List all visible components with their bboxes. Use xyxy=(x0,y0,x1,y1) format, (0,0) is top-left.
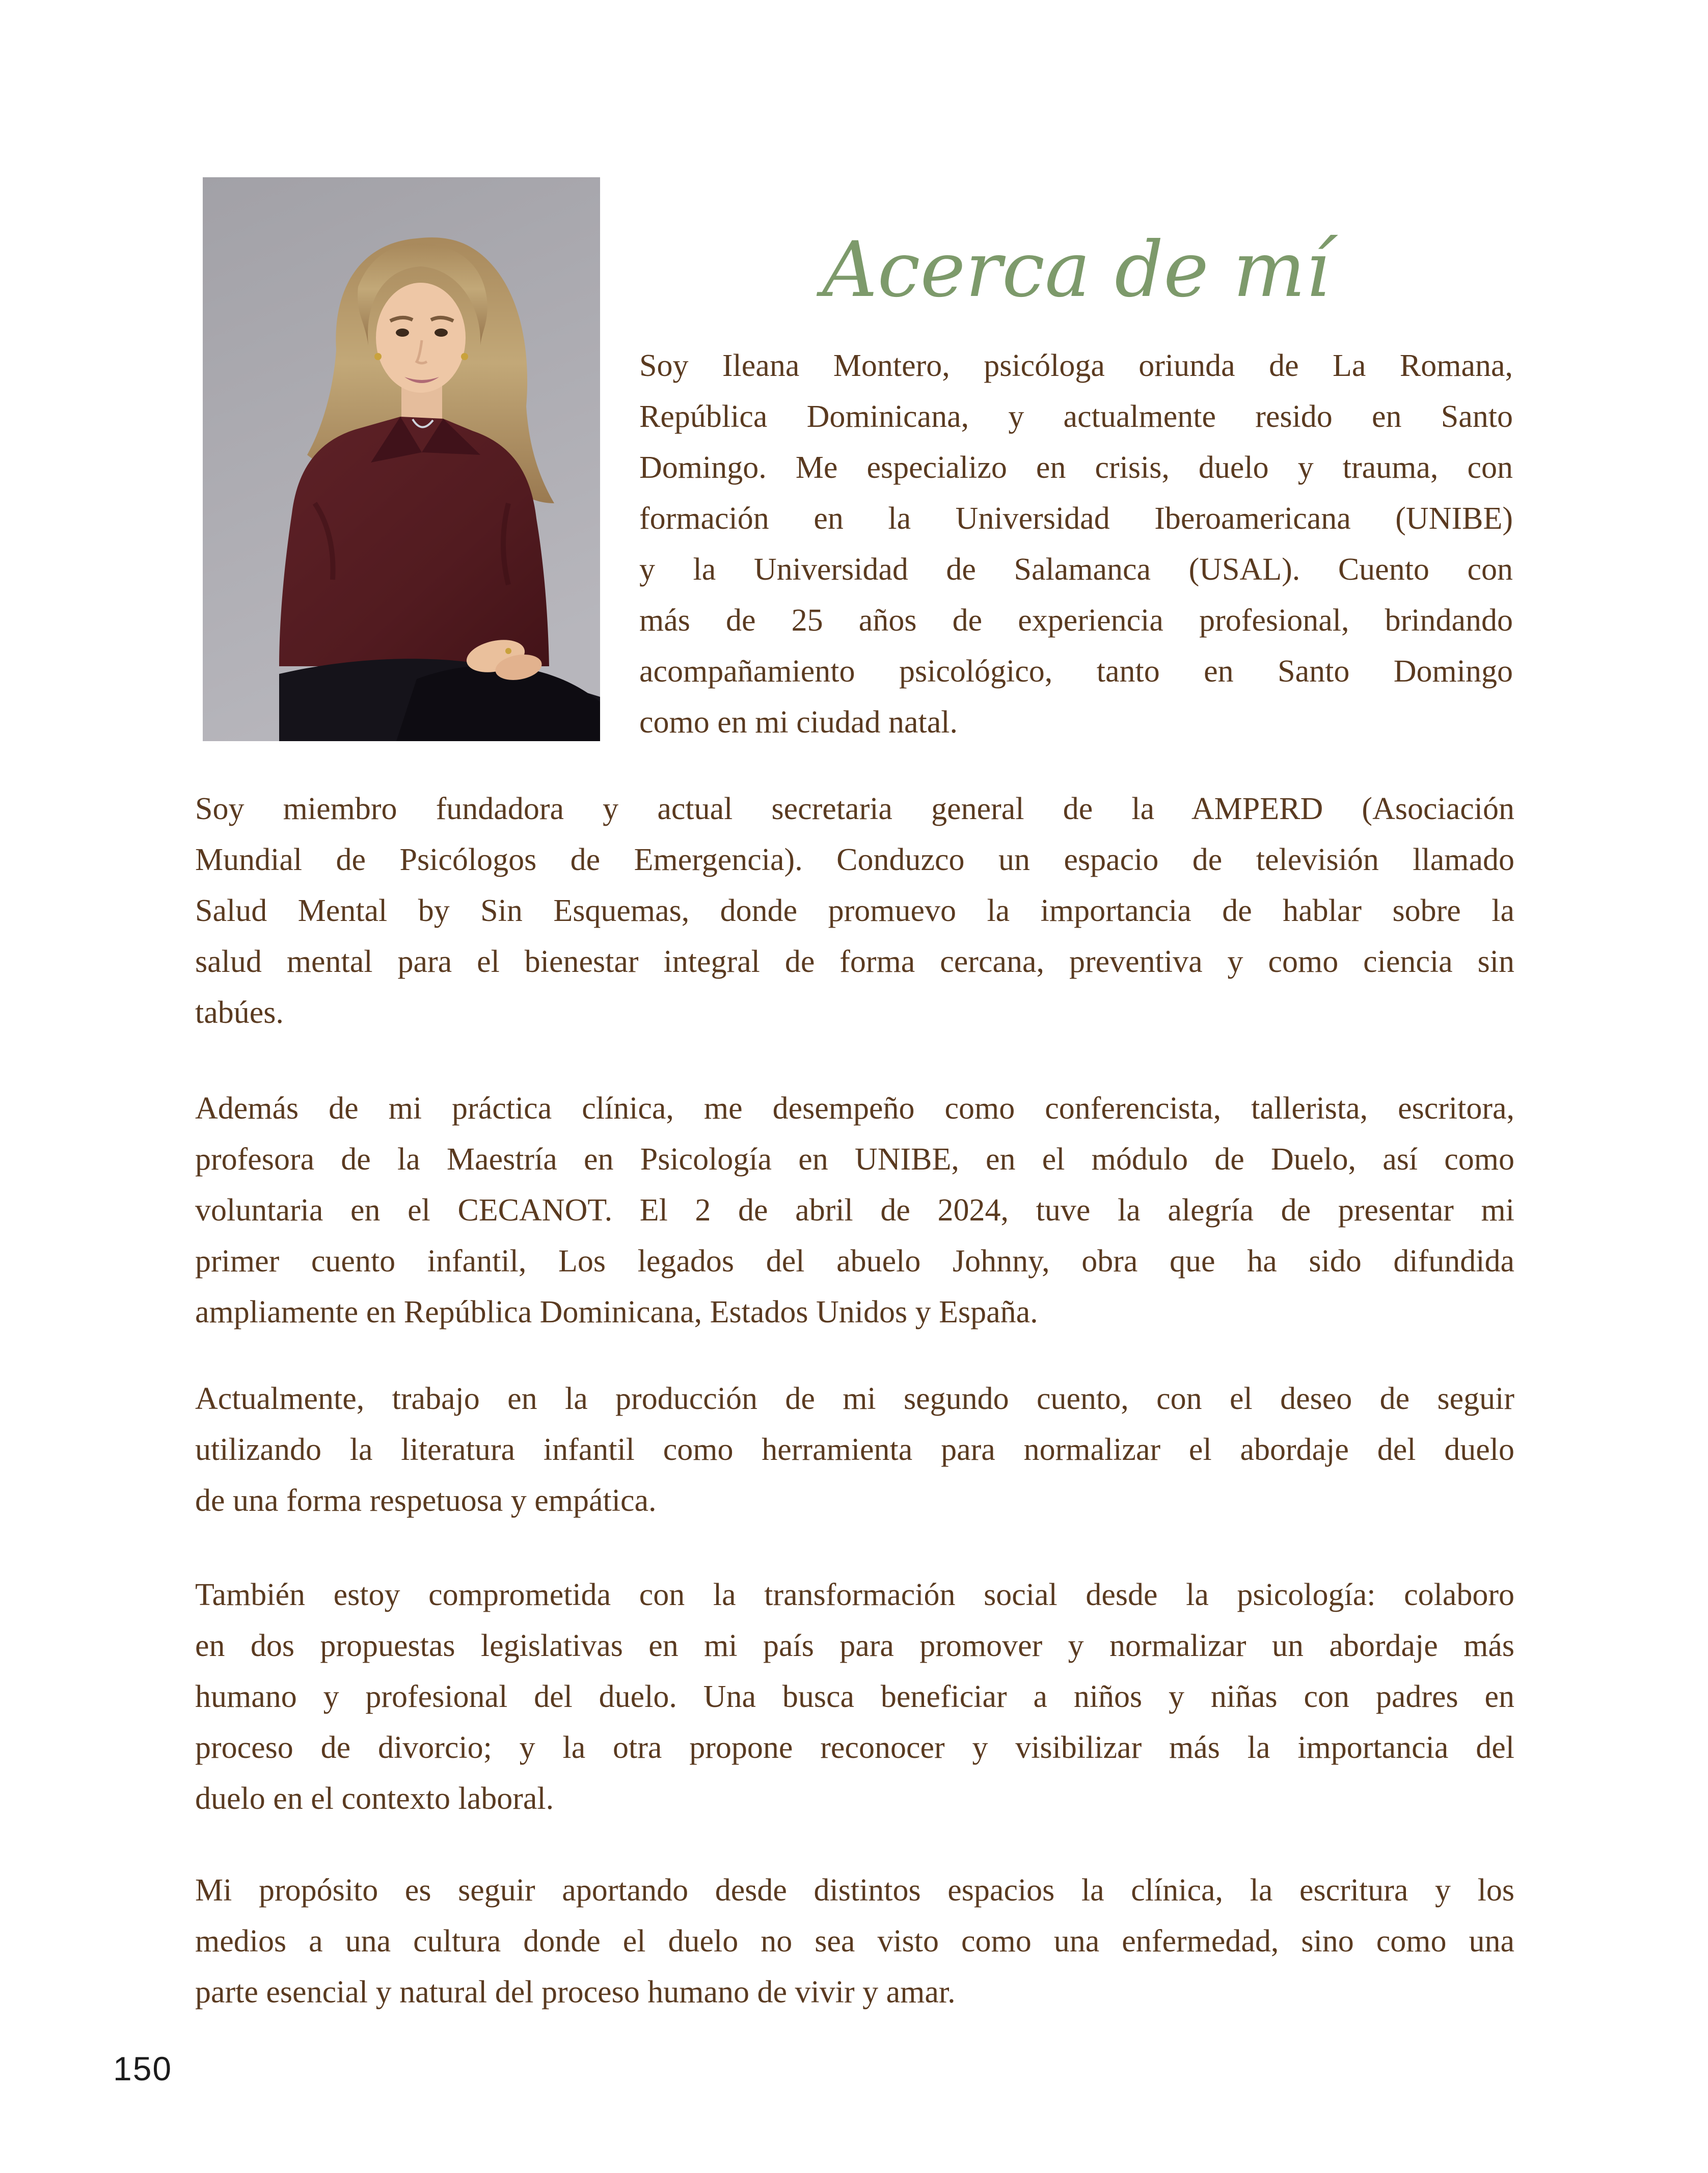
text-line: como en mi ciudad natal. xyxy=(639,705,958,740)
paragraph-clinical-work xyxy=(195,1083,1514,1338)
right-eye xyxy=(435,329,448,337)
text-line: utilizando la literatura infantil como herramienta para normalizar el abordaje del duelo xyxy=(195,1432,1514,1467)
text-line: humano y profesional del duelo. Una busca beneficiar a niños y niñas con padres en xyxy=(195,1679,1514,1714)
page-number: 150 xyxy=(113,2050,173,2087)
paragraph-amperd xyxy=(195,783,1514,1038)
text-line: Soy Ileana Montero, psicóloga oriunda de La Romana, xyxy=(639,348,1513,383)
right-earring xyxy=(461,353,468,360)
text-line: de una forma respetuosa y empática. xyxy=(195,1483,657,1518)
text-line: También estoy comprometida con la transformación social desde la psicología: colaboro xyxy=(195,1578,1514,1612)
text-line: y la Universidad de Salamanca (USAL). Cuento con xyxy=(639,552,1513,587)
text-line: medios a una cultura donde el duelo no sea visto como una enfermedad, sino como una xyxy=(195,1924,1514,1959)
blouse xyxy=(279,417,549,666)
text-line: Soy miembro fundadora y actual secretaria general de la AMPERD (Asociación xyxy=(195,792,1514,826)
text-line: República Dominicana, y actualmente resido en Santo xyxy=(639,399,1513,434)
page-title: Acerca de mí xyxy=(822,226,1330,314)
text-line: parte esencial y natural del proceso humano de vivir y amar. xyxy=(195,1975,956,2009)
text-line: voluntaria en el CECANOT. El 2 de abril de 2024, tuve la alegría de presentar mi xyxy=(195,1193,1514,1228)
text-line: Mi propósito es seguir aportando desde distintos espacios la clínica, la escritura y los xyxy=(195,1873,1514,1908)
text-line: profesora de la Maestría en Psicología en UNIBE, en el módulo de Duelo, así como xyxy=(195,1142,1514,1177)
text-line: primer cuento infantil, Los legados del abuelo Johnny, obra que ha sido difundida xyxy=(195,1244,1514,1279)
text-line: salud mental para el bienestar integral de forma cercana, preventiva y como ciencia sin xyxy=(195,944,1514,979)
text-line: Domingo. Me especializo en crisis, duelo y trauma, con xyxy=(639,450,1513,485)
text-line: Mundial de Psicólogos de Emergencia). Conduzco un espacio de televisión llamado xyxy=(195,843,1514,877)
paragraph-intro xyxy=(639,340,1513,748)
text-line: ampliamente en República Dominicana, Estados Unidos y España. xyxy=(195,1295,1038,1329)
text-line: más de 25 años de experiencia profesional, brindando xyxy=(639,603,1513,638)
paragraph-purpose xyxy=(195,1865,1514,2018)
paragraph-social-transformation xyxy=(195,1569,1514,1824)
portrait-photo-illustration xyxy=(203,177,600,741)
text-line: Salud Mental by Sin Esquemas, donde promuevo la importancia de hablar sobre la xyxy=(195,893,1514,928)
face xyxy=(376,283,466,393)
text-line: Actualmente, trabajo en la producción de mi segundo cuento, con el deseo de seguir xyxy=(195,1381,1514,1416)
ring xyxy=(505,648,511,654)
text-line: formación en la Universidad Iberoamericana (UNIBE) xyxy=(639,501,1513,536)
left-earring xyxy=(374,353,382,360)
text-line: proceso de divorcio; y la otra propone reconocer y visibilizar más la importancia del xyxy=(195,1730,1514,1765)
paragraph-second-book xyxy=(195,1373,1514,1526)
text-line: duelo en el contexto laboral. xyxy=(195,1781,554,1816)
text-line: Además de mi práctica clínica, me desempeño como conferencista, tallerista, escritora, xyxy=(195,1091,1514,1126)
text-line: acompañamiento psicológico, tanto en Santo Domingo xyxy=(639,654,1513,689)
text-line: en dos propuestas legislativas en mi país para promover y normalizar un abordaje más xyxy=(195,1628,1514,1663)
portrait-photo xyxy=(203,177,600,741)
left-eye xyxy=(396,329,409,337)
text-line: tabúes. xyxy=(195,995,284,1030)
